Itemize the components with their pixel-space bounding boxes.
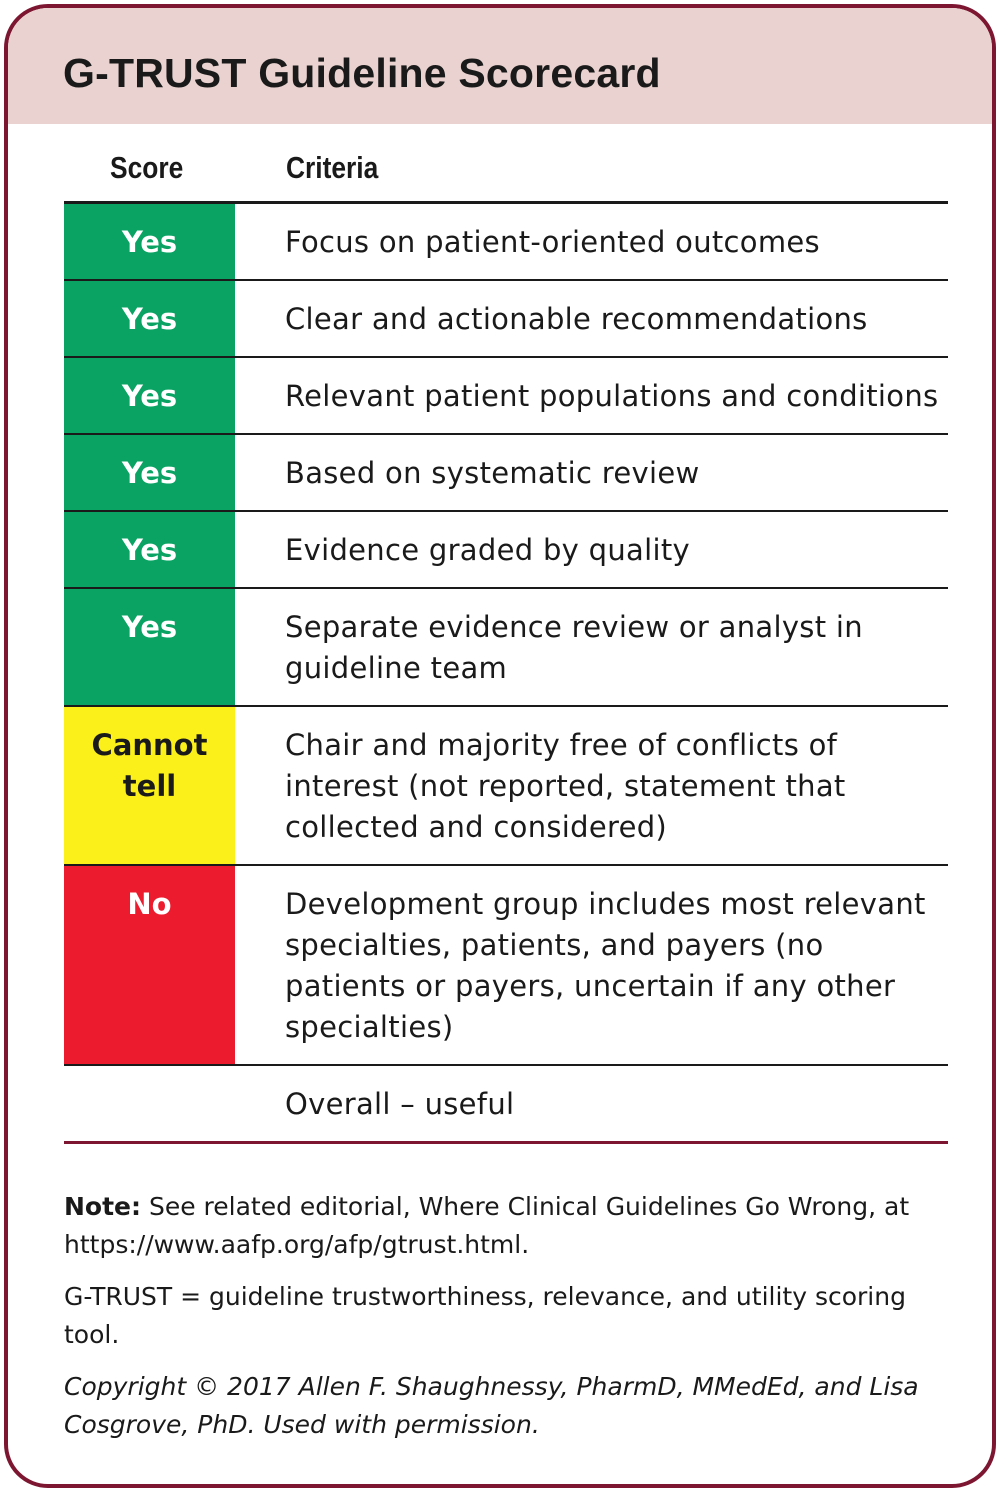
score-cell-cannot-tell: Cannot tell	[64, 707, 235, 864]
table-row	[64, 358, 948, 435]
criteria-cell: Chair and majority free of conflicts of interest (not reported, statement that collected and considered)	[285, 728, 846, 844]
table-row	[64, 707, 948, 866]
title-banner	[8, 8, 992, 124]
scorecard-table	[64, 126, 948, 1144]
score-cell-yes: Yes	[64, 589, 235, 705]
score-cell-yes: Yes	[64, 435, 235, 510]
score-cell-yes: Yes	[64, 512, 235, 587]
criteria-cell: Development group includes most relevant specialties, patients, and payers (no patients or payers, uncertain if any other specialties)	[285, 887, 926, 1044]
note-text: See related editorial, Where Clinical Guidelines Go Wrong, at https://www.aafp.org/afp/gtrust.html.	[64, 1192, 910, 1259]
score-cell-no: No	[64, 866, 235, 1064]
table-row	[64, 866, 948, 1066]
table-row	[64, 281, 948, 358]
score-cell-yes: Yes	[64, 358, 235, 433]
table-row	[64, 204, 948, 281]
footnotes	[64, 1188, 948, 1458]
table-row	[64, 512, 948, 589]
criteria-cell: Relevant patient populations and conditions	[285, 379, 939, 413]
criteria-cell: Focus on patient-oriented outcomes	[285, 225, 820, 259]
note	[64, 1188, 948, 1264]
table-header	[64, 126, 948, 204]
scorecard-card	[4, 4, 996, 1488]
header-criteria: Criteria	[286, 150, 379, 185]
score-cell-yes: Yes	[64, 281, 235, 356]
header-score: Score	[110, 150, 184, 185]
table-row	[64, 435, 948, 512]
copyright-notice: Copyright © 2017 Allen F. Shaughnessy, PharmD, MMedEd, and Lisa Cosgrove, PhD. Used with permission.	[64, 1372, 919, 1439]
overall-score-cell	[64, 1066, 235, 1141]
score-cell-yes: Yes	[64, 204, 235, 279]
abbreviation-note: G-TRUST = guideline trustworthiness, relevance, and utility scoring tool.	[64, 1282, 906, 1349]
overall-rating: Overall – useful	[285, 1087, 515, 1121]
criteria-cell: Clear and actionable recommendations	[285, 302, 868, 336]
criteria-cell: Separate evidence review or analyst in guideline team	[285, 610, 863, 685]
criteria-cell: Based on systematic review	[285, 456, 700, 490]
criteria-cell: Evidence graded by quality	[285, 533, 690, 567]
page-title: G-TRUST Guideline Scorecard	[63, 50, 661, 96]
overall-row	[64, 1066, 948, 1144]
table-row	[64, 589, 948, 707]
note-label: Note:	[64, 1192, 142, 1221]
